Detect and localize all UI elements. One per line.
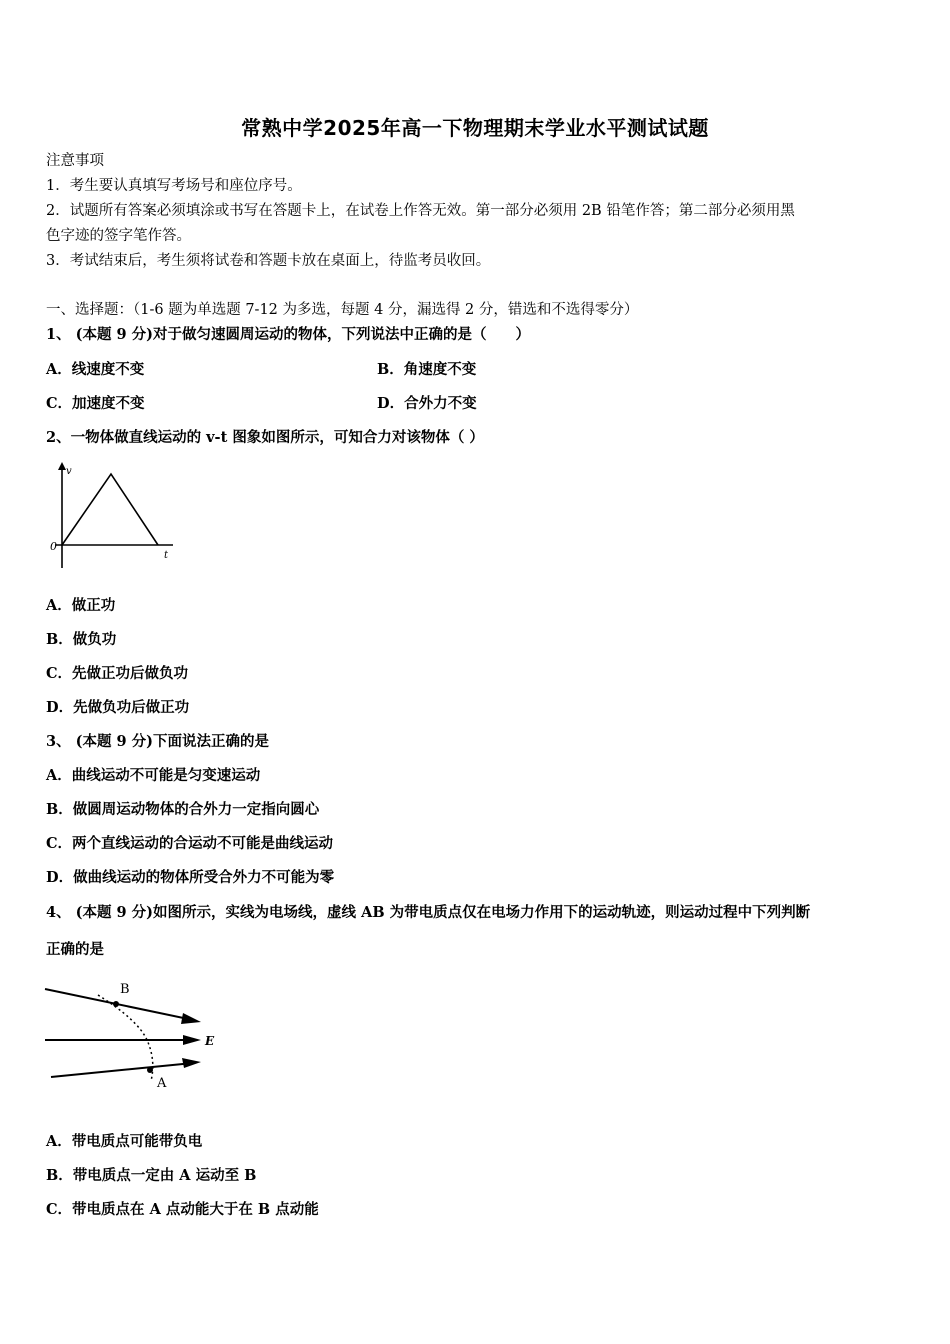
- q3-option-b: B．做圆周运动物体的合外力一定指向圆心: [46, 801, 320, 818]
- field-line-top: [45, 989, 193, 1020]
- field-arrow-top: [181, 1013, 201, 1024]
- vt-graph-figure: [45, 460, 185, 575]
- notice-item-3: 3．考试结束后，考生须将试卷和答题卡放在桌面上，待监考员收回。: [46, 253, 491, 269]
- q3-stem: 3、 (本题 9 分)下面说法正确的是: [46, 733, 270, 750]
- electric-field-figure: [43, 975, 233, 1090]
- q4-option-c: C．带电质点在 A 点动能大于在 B 点动能: [46, 1201, 319, 1218]
- q2-option-d: D．先做负功后做正功: [46, 699, 190, 716]
- q1-stem: 1、 (本题 9 分)对于做匀速圆周运动的物体，下列说法中正确的是（ ）: [46, 326, 531, 343]
- q2-option-c: C．先做正功后做负功: [46, 665, 189, 682]
- q4-stem-line2: 正确的是: [46, 941, 104, 958]
- q2-stem: 2、一物体做直线运动的 v-t 图象如图所示，可知合力对该物体（ ）: [46, 429, 484, 446]
- point-b: [113, 1001, 119, 1007]
- vt-curve: [62, 474, 158, 545]
- t-label: t: [164, 550, 169, 561]
- q3-option-d: D．做曲线运动的物体所受合外力不可能为零: [46, 869, 335, 886]
- field-arrow-middle: [183, 1035, 201, 1045]
- origin-label: 0: [50, 540, 57, 553]
- point-a-label: A: [157, 1076, 167, 1090]
- q1-option-b: B．角速度不变: [377, 361, 477, 378]
- notice-item-2: 2．试题所有答案必须填涂或书写在答题卡上，在试卷上作答无效。第一部分必须用 2B 铅笔作答；第二部分必须用黑: [46, 203, 795, 219]
- q1-option-c: C．加速度不变: [46, 395, 145, 412]
- q3-option-c: C．两个直线运动的合运动不可能是曲线运动: [46, 835, 334, 852]
- q4-stem-line1: 4、 (本题 9 分)如图所示，实线为电场线，虚线 AB 为带电质点仅在电场力作用下的运动轨迹，则运动过程中下列判断: [46, 904, 811, 921]
- point-b-label: B: [120, 982, 130, 997]
- field-arrow-bottom: [182, 1058, 201, 1068]
- q4-option-a: A．带电质点可能带负电: [46, 1133, 203, 1150]
- v-axis-arrow: [58, 462, 66, 470]
- notice-item-1: 1．考生要认真填写考场号和座位序号。: [46, 178, 302, 194]
- q1-option-a: A．线速度不变: [46, 361, 145, 378]
- page-title: 常熟中学2025年高一下物理期末学业水平测试试题: [241, 116, 709, 140]
- notice-heading: 注意事项: [46, 153, 104, 169]
- q2-option-a: A．做正功: [46, 597, 116, 614]
- v-label: v: [66, 466, 72, 477]
- point-a: [147, 1067, 153, 1073]
- field-line-bottom: [51, 1063, 193, 1077]
- notice-item-2-cont: 色字迹的签字笔作答。: [46, 228, 191, 244]
- q3-option-a: A．曲线运动不可能是匀变速运动: [46, 767, 261, 784]
- q2-option-b: B．做负功: [46, 631, 117, 648]
- field-e-label: E: [205, 1034, 215, 1048]
- q1-option-d: D．合外力不变: [377, 395, 477, 412]
- section-heading: 一、选择题：（1-6 题为单选题 7-12 为多选，每题 4 分，漏选得 2 分，错选和不选得零分）: [46, 302, 639, 318]
- q4-option-b: B．带电质点一定由 A 运动至 B: [46, 1167, 257, 1184]
